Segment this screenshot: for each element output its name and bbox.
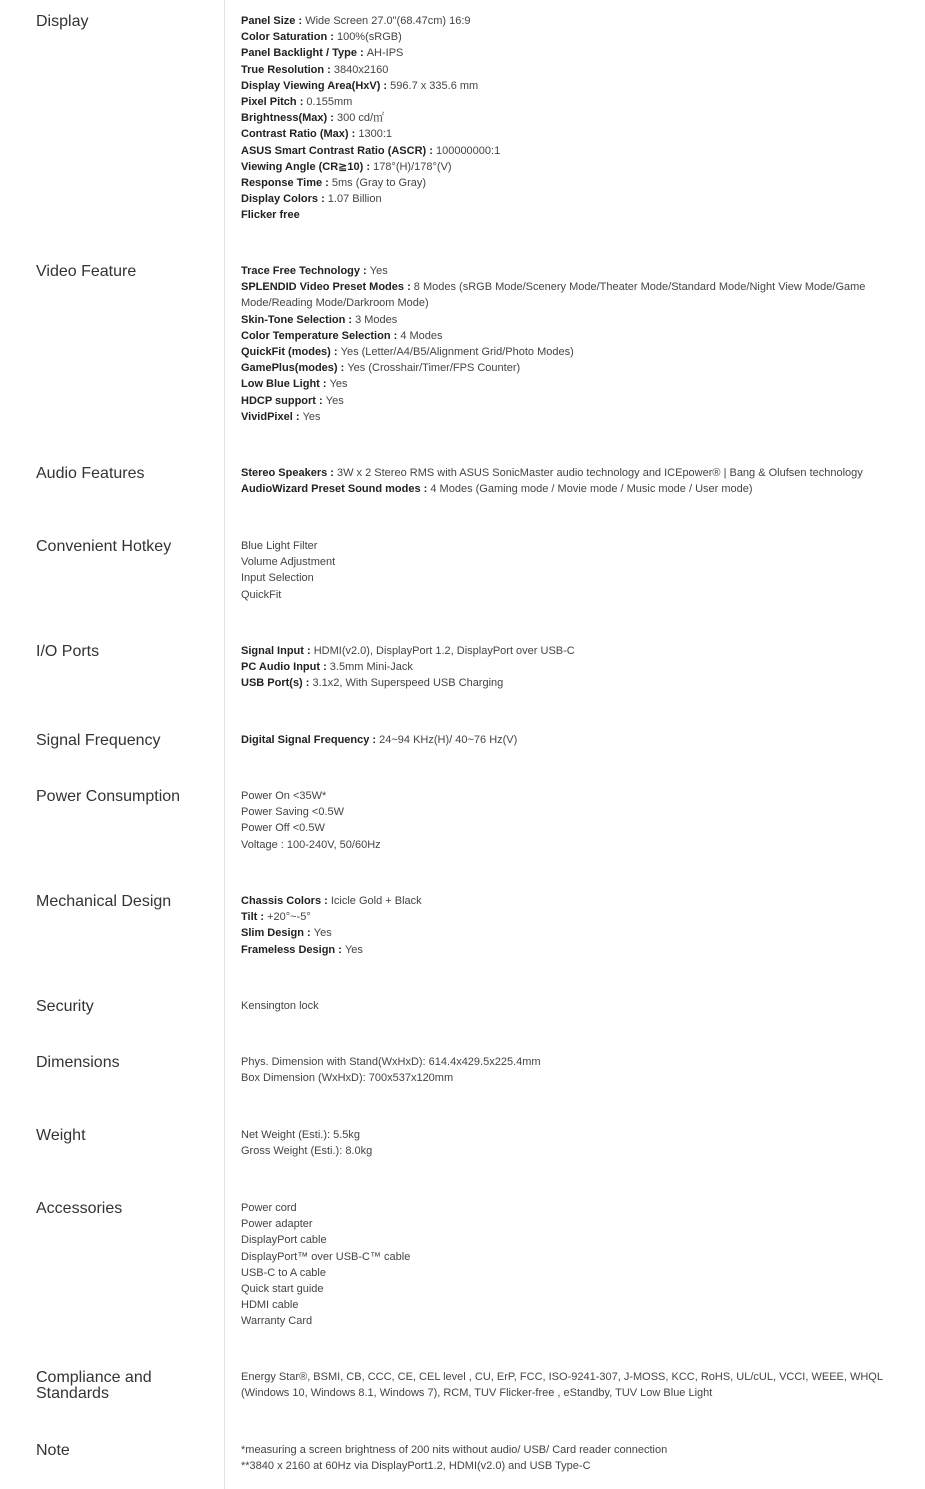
spec-line	[241, 62, 901, 78]
spec-value: 300 cd/㎡	[336, 112, 385, 125]
spec-value: DisplayPort™ over USB-C™ cable	[241, 1250, 411, 1263]
spec-value: Volume Adjustment	[241, 556, 336, 569]
spec-value: AH-IPS	[366, 47, 404, 60]
spec-label: Contrast Ratio (Max) :	[241, 128, 359, 141]
section-title: Accessories	[36, 1200, 123, 1217]
spec-value: Yes (Crosshair/Timer/FPS Counter)	[347, 362, 521, 375]
spec-line	[241, 175, 901, 191]
section-title: Audio Features	[36, 465, 145, 482]
spec-line	[241, 393, 901, 409]
spec-value: 3.5mm Mini-Jack	[329, 661, 413, 674]
spec-label: AudioWizard Preset Sound modes :	[241, 483, 431, 496]
section-content	[241, 263, 901, 425]
spec-value: Phys. Dimension with Stand(WxHxD): 614.4x429.5x225.4mm	[241, 1056, 541, 1068]
spec-line	[241, 279, 901, 311]
section-title: Power Consumption	[36, 788, 181, 805]
section-title: Video Feature	[36, 263, 137, 280]
spec-line	[241, 1143, 901, 1159]
section-title: I/O Ports	[36, 643, 100, 660]
spec-value: Yes (Letter/A4/B5/Alignment Grid/Photo Modes)	[340, 346, 574, 359]
spec-value: 5ms (Gray to Gray)	[331, 177, 427, 190]
spec-line	[241, 788, 901, 804]
section-title: Mechanical Design	[36, 893, 172, 910]
spec-value: 3W x 2 Stereo RMS with ASUS SonicMaster audio technology and ICEpower® | Bang & Olufsen technology	[337, 467, 863, 479]
spec-label: HDCP support :	[241, 394, 326, 407]
spec-value: Power cord	[241, 1202, 297, 1214]
spec-value: Input Selection	[241, 572, 314, 585]
spec-line	[241, 29, 901, 45]
spec-value: Kensington lock	[241, 1000, 319, 1012]
spec-value: Quick start guide	[241, 1283, 324, 1296]
section-title: Convenient Hotkey	[36, 538, 172, 555]
spec-line	[241, 820, 901, 836]
spec-line	[241, 159, 901, 175]
section-title: Signal Frequency	[36, 732, 161, 749]
spec-label: Brightness(Max) :	[241, 112, 337, 125]
spec-line	[241, 312, 901, 328]
spec-line	[241, 942, 901, 958]
spec-label: Viewing Angle (CR≧10) :	[241, 160, 374, 173]
spec-value: 24~94 KHz(H)/ 40~76 Hz(V)	[379, 734, 518, 746]
spec-value: Gross Weight (Esti.): 8.0kg	[241, 1145, 373, 1158]
spec-line	[241, 1200, 901, 1216]
spec-value: 178°(H)/178°(V)	[373, 160, 452, 173]
spec-line	[241, 360, 901, 376]
spec-value: 596.7 x 335.6 mm	[390, 79, 479, 92]
spec-label: Display Colors :	[241, 193, 328, 206]
spec-line	[241, 998, 901, 1014]
section-content	[241, 1127, 901, 1159]
spec-line	[241, 1297, 901, 1313]
spec-value: Blue Light Filter	[241, 540, 318, 552]
spec-value: Yes	[313, 927, 332, 940]
spec-line	[241, 376, 901, 392]
spec-label: USB Port(s) :	[241, 677, 313, 690]
spec-line	[241, 110, 901, 126]
section-title: Display	[36, 13, 89, 30]
spec-value: Voltage : 100-240V, 50/60Hz	[241, 838, 381, 851]
spec-line	[241, 409, 901, 425]
spec-line	[241, 538, 901, 554]
spec-label: Stereo Speakers :	[241, 467, 337, 479]
spec-value: Net Weight (Esti.): 5.5kg	[241, 1129, 361, 1141]
spec-line	[241, 1054, 901, 1070]
section-content	[241, 1369, 901, 1401]
spec-line	[241, 1458, 901, 1474]
spec-value: +20°~-5°	[267, 911, 311, 924]
section-title: Compliance and Standards	[36, 1369, 152, 1402]
spec-label: Chassis Colors :	[241, 895, 331, 907]
spec-value: Power adapter	[241, 1218, 313, 1231]
section-title: Weight	[36, 1127, 86, 1144]
spec-label: Tilt :	[241, 911, 268, 924]
spec-label: Frameless Design :	[241, 943, 345, 956]
spec-value: 3.1x2, With Superspeed USB Charging	[312, 677, 504, 690]
spec-line	[241, 804, 901, 820]
spec-line	[241, 94, 901, 110]
spec-value: 3840x2160	[333, 63, 389, 76]
spec-value: 4 Modes	[400, 329, 443, 342]
section-content	[241, 13, 901, 224]
spec-value: 100%(sRGB)	[336, 31, 402, 44]
section-content	[241, 538, 901, 603]
spec-label: Skin-Tone Selection :	[241, 313, 356, 326]
spec-line	[241, 45, 901, 61]
section-content	[241, 1200, 901, 1330]
spec-value: 1300:1	[358, 128, 392, 141]
spec-line	[241, 587, 901, 603]
spec-line	[241, 13, 901, 29]
spec-label: True Resolution :	[241, 63, 334, 76]
spec-value: 8 Modes (sRGB Mode/Scenery Mode/Theater Mode/Standard Mode/Night View Mode/Game Mode/Reading Mode/Darkroom Mode)	[241, 281, 866, 310]
spec-label: SPLENDID Video Preset Modes :	[241, 281, 414, 294]
spec-line	[241, 207, 901, 223]
spec-label: Digital Signal Frequency :	[241, 734, 380, 746]
spec-value: Yes	[325, 394, 344, 407]
spec-value: Yes	[329, 378, 348, 391]
spec-line	[241, 1265, 901, 1281]
spec-label: Trace Free Technology :	[241, 265, 370, 277]
spec-line	[241, 191, 901, 207]
spec-label: Slim Design :	[241, 927, 314, 940]
spec-value: *measuring a screen brightness of 200 nits without audio/ USB/ Card reader connection	[241, 1444, 668, 1456]
spec-value: Power On <35W*	[241, 790, 327, 802]
spec-label: Color Saturation :	[241, 31, 337, 44]
spec-line	[241, 465, 901, 481]
spec-value: 100000000:1	[435, 144, 501, 157]
spec-label: QuickFit (modes) :	[241, 346, 341, 359]
spec-line	[241, 570, 901, 586]
spec-line	[241, 1070, 901, 1086]
spec-line	[241, 1127, 901, 1143]
spec-line	[241, 263, 901, 279]
spec-value: 3 Modes	[355, 313, 398, 326]
spec-line	[241, 328, 901, 344]
spec-line	[241, 78, 901, 94]
spec-line	[241, 1313, 901, 1329]
spec-line	[241, 732, 901, 748]
spec-value: Power Off <0.5W	[241, 822, 325, 835]
spec-label: Low Blue Light :	[241, 378, 330, 391]
spec-line	[241, 1249, 901, 1265]
section-content	[241, 788, 901, 853]
spec-line	[241, 143, 901, 159]
spec-value: Icicle Gold + Black	[330, 895, 422, 907]
spec-line	[241, 1216, 901, 1232]
spec-label: ASUS Smart Contrast Ratio (ASCR) :	[241, 144, 436, 157]
section-content	[241, 732, 901, 748]
section-title: Dimensions	[36, 1054, 120, 1071]
spec-label: Pixel Pitch :	[241, 96, 307, 109]
spec-label: Panel Size :	[241, 15, 306, 27]
spec-value: Yes	[344, 943, 363, 956]
spec-value: 0.155mm	[306, 96, 353, 109]
spec-label: PC Audio Input :	[241, 661, 330, 674]
spec-label: Panel Backlight / Type :	[241, 47, 367, 60]
spec-label: GamePlus(modes) :	[241, 362, 348, 375]
spec-label: Signal Input :	[241, 645, 314, 657]
section-content	[241, 893, 901, 958]
spec-line	[241, 1442, 901, 1458]
spec-value: QuickFit	[241, 588, 282, 601]
spec-line	[241, 1369, 901, 1401]
spec-value: **3840 x 2160 at 60Hz via DisplayPort1.2, HDMI(v2.0) and USB Type-C	[241, 1460, 591, 1473]
spec-label: Flicker free	[241, 209, 300, 222]
spec-line	[241, 675, 901, 691]
spec-line	[241, 1232, 901, 1248]
section-content	[241, 998, 901, 1014]
spec-value: Warranty Card	[241, 1315, 313, 1328]
spec-value: Power Saving <0.5W	[241, 806, 345, 819]
spec-value: Energy Star®, BSMI, CB, CCC, CE, CEL level , CU, ErP, FCC, ISO-9241-307, J-MOSS, KCC, RoHS, UL/cUL, VCCI, WEEE, WHQL (Windows 10, Windows 8.1, Windows 7), RCM, TUV Flicker-free , eStandby, TUV Low Blue Light	[241, 1371, 883, 1400]
spec-value: 4 Modes (Gaming mode / Movie mode / Music mode / User mode)	[430, 483, 753, 496]
section-content	[241, 643, 901, 692]
spec-line	[241, 481, 901, 497]
section-title: Security	[36, 998, 94, 1015]
spec-line	[241, 126, 901, 142]
spec-line	[241, 554, 901, 570]
spec-line	[241, 909, 901, 925]
spec-value: Wide Screen 27.0"(68.47cm) 16:9	[305, 15, 471, 27]
spec-label: Response Time :	[241, 177, 332, 190]
spec-value: HDMI cable	[241, 1299, 299, 1312]
spec-value: HDMI(v2.0), DisplayPort 1.2, DisplayPort over USB-C	[313, 645, 575, 657]
section-content	[241, 1054, 901, 1086]
spec-value: USB-C to A cable	[241, 1266, 326, 1279]
spec-line	[241, 837, 901, 853]
spec-value: Box Dimension (WxHxD): 700x537x120mm	[241, 1072, 454, 1085]
section-content	[241, 465, 901, 497]
spec-line	[241, 344, 901, 360]
section-title: Note	[36, 1442, 70, 1459]
spec-value: DisplayPort cable	[241, 1234, 327, 1247]
spec-line	[241, 659, 901, 675]
spec-line	[241, 925, 901, 941]
spec-value: Yes	[369, 265, 388, 277]
spec-value: Yes	[302, 410, 321, 423]
spec-label: VividPixel :	[241, 410, 303, 423]
spec-line	[241, 893, 901, 909]
section-content	[241, 1442, 901, 1474]
column-divider	[224, 0, 225, 1489]
spec-label: Display Viewing Area(HxV) :	[241, 79, 391, 92]
spec-value: 1.07 Billion	[327, 193, 382, 206]
spec-line	[241, 1281, 901, 1297]
spec-label: Color Temperature Selection :	[241, 329, 401, 342]
spec-line	[241, 643, 901, 659]
